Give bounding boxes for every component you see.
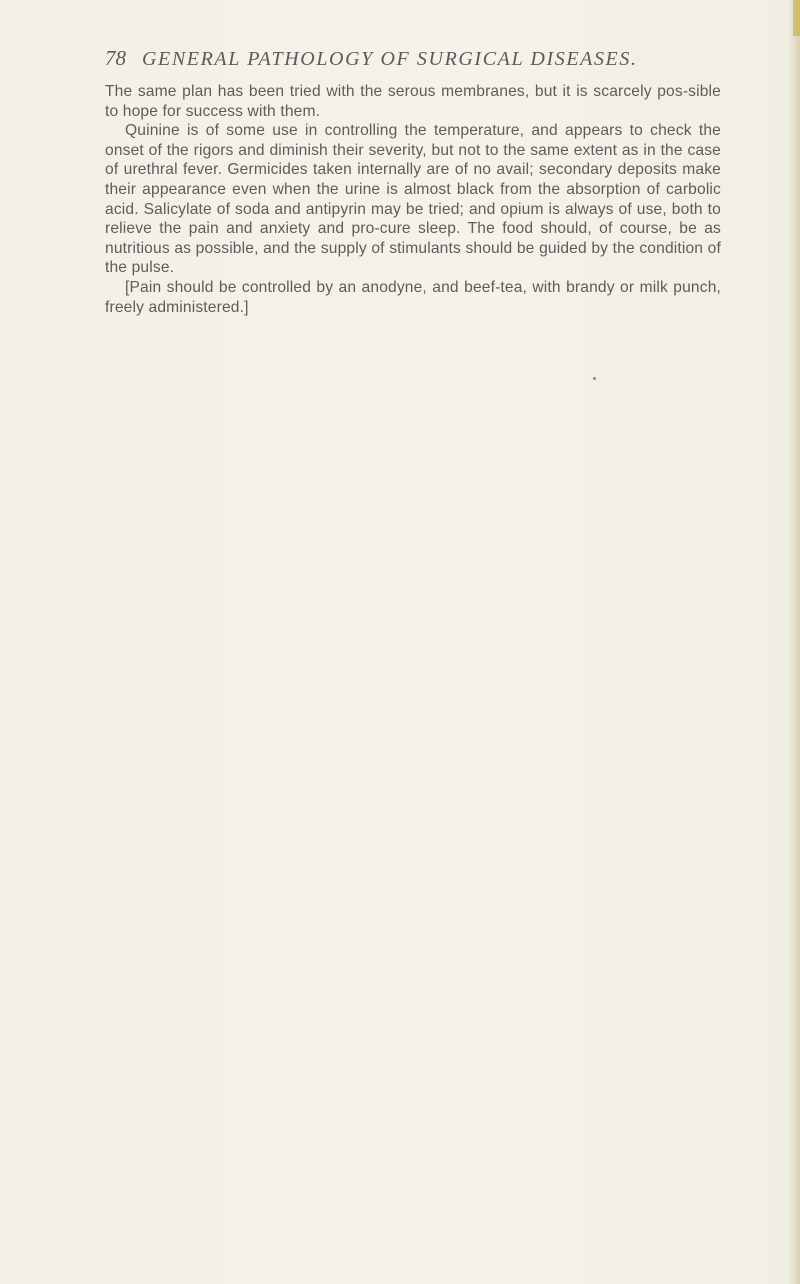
page-header bbox=[105, 46, 725, 80]
paragraph-serous-membranes: The same plan has been tried with the serous membranes, but it is scarcely pos-sible to hope for success with them. bbox=[105, 83, 721, 120]
paper-speck bbox=[593, 377, 596, 380]
page-number: 78 bbox=[105, 46, 126, 70]
page-edge-tab bbox=[793, 0, 800, 36]
page-edge-shadow bbox=[788, 0, 800, 1284]
paragraph-quinine: Quinine is of some use in controlling the temperature, and appears to check the onset of the rigors and diminish their severity, but not to the same extent as in the case of urethral fever. Germicides taken internally are of no avail; secondary deposits make their appearance even when the urine is almost black from the absorption of carbolic acid. Salicylate of soda and antipyrin may be tried; and opium is always of use, both to relieve the pain and anxiety and pro-cure sleep. The food should, of course, be as nutritious as possible, and the supply of stimulants should be guided by the condition of the pulse. bbox=[105, 122, 721, 277]
body-text bbox=[105, 82, 721, 317]
paragraph-pain-control: [Pain should be controlled by an anodyne, and beef-tea, with brandy or milk punch, freely administered.] bbox=[105, 278, 721, 316]
running-title: GENERAL PATHOLOGY OF SURGICAL DISEASES. bbox=[142, 48, 638, 70]
